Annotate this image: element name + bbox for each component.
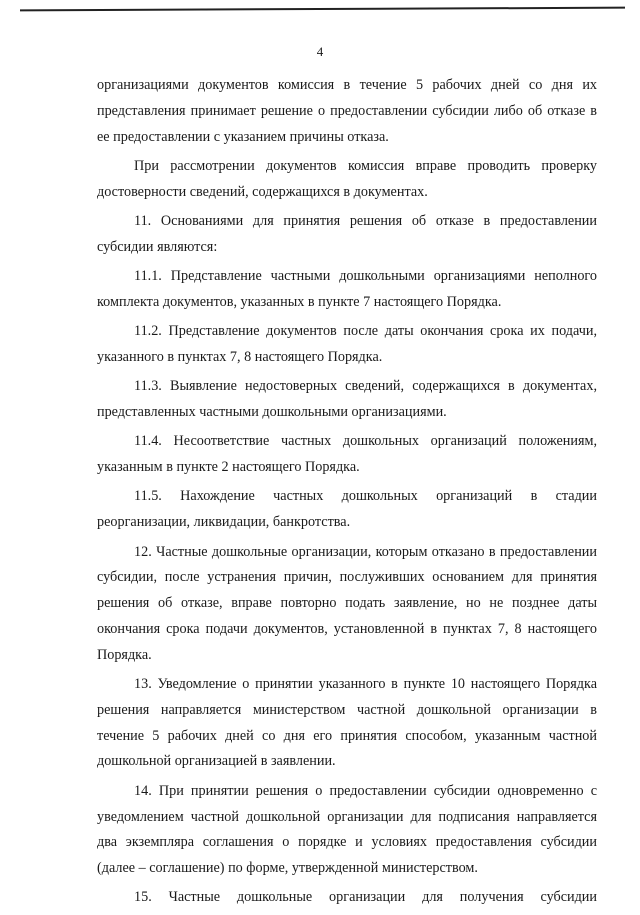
- paragraph: 11.5. Нахождение частных дошкольных организаций в стадии реорганизации, ликвидации, банкротства.: [97, 488, 597, 531]
- paragraph: 15. Частные дошкольные организации для получения субсидии: [134, 889, 597, 906]
- page-number: 4: [316, 44, 324, 59]
- paragraph: 11.1. Представление частными дошкольными организациями неполного комплекта документов, указанных в пункте 7 настоящего Порядка.: [97, 268, 597, 310]
- paragraph: При рассмотрении документов комиссия вправе проводить проверку достоверности сведений, содержащихся в документах.: [97, 157, 597, 200]
- document-body: [97, 73, 597, 915]
- paragraph: 11.2. Представление документов после даты окончания срока их подачи, указанного в пунктах 7, 8 настоящего Порядка.: [97, 323, 597, 365]
- top-border-line: [20, 7, 625, 12]
- paragraph: 14. При принятии решения о предоставлении субсидии одновременно с уведомлением частной дошкольной организации для подписания направляется два экземпляра соглашения о порядке и условиях предоставления субсидии (далее – соглашение) по форме, утвержденной министерством.: [97, 782, 597, 877]
- paragraph: организациями документов комиссия в течение 5 рабочих дней со дня их представления принимает решение о предоставлении субсидии либо об отказе в ее предоставлении с указанием причины отказа.: [97, 77, 597, 145]
- paragraph: 13. Уведомление о принятии указанного в пункте 10 настоящего Порядка решения направляется министерством частной дошкольной организации в течение 5 рабочих дней со дня его принятия способом, указанным частной дошкольной организацией в заявлении.: [97, 676, 597, 770]
- paragraph: 12. Частные дошкольные организации, которым отказано в предоставлении субсидии, после устранения причин, послуживших основанием для принятия решения об отказе, вправе повторно подать заявление, но не позднее даты окончания срока подачи документов, установленной в пунктах 7, 8 настоящего Порядка.: [97, 543, 597, 663]
- paragraph: 11.3. Выявление недостоверных сведений, содержащихся в документах, представленных частными дошкольными организациями.: [97, 378, 597, 421]
- paragraph: 11.4. Несоответствие частных дошкольных организаций положениям, указанным в пункте 2 настоящего Порядка.: [97, 433, 597, 476]
- paragraph: 11. Основаниями для принятия решения об отказе в предоставлении субсидии являются:: [97, 212, 597, 255]
